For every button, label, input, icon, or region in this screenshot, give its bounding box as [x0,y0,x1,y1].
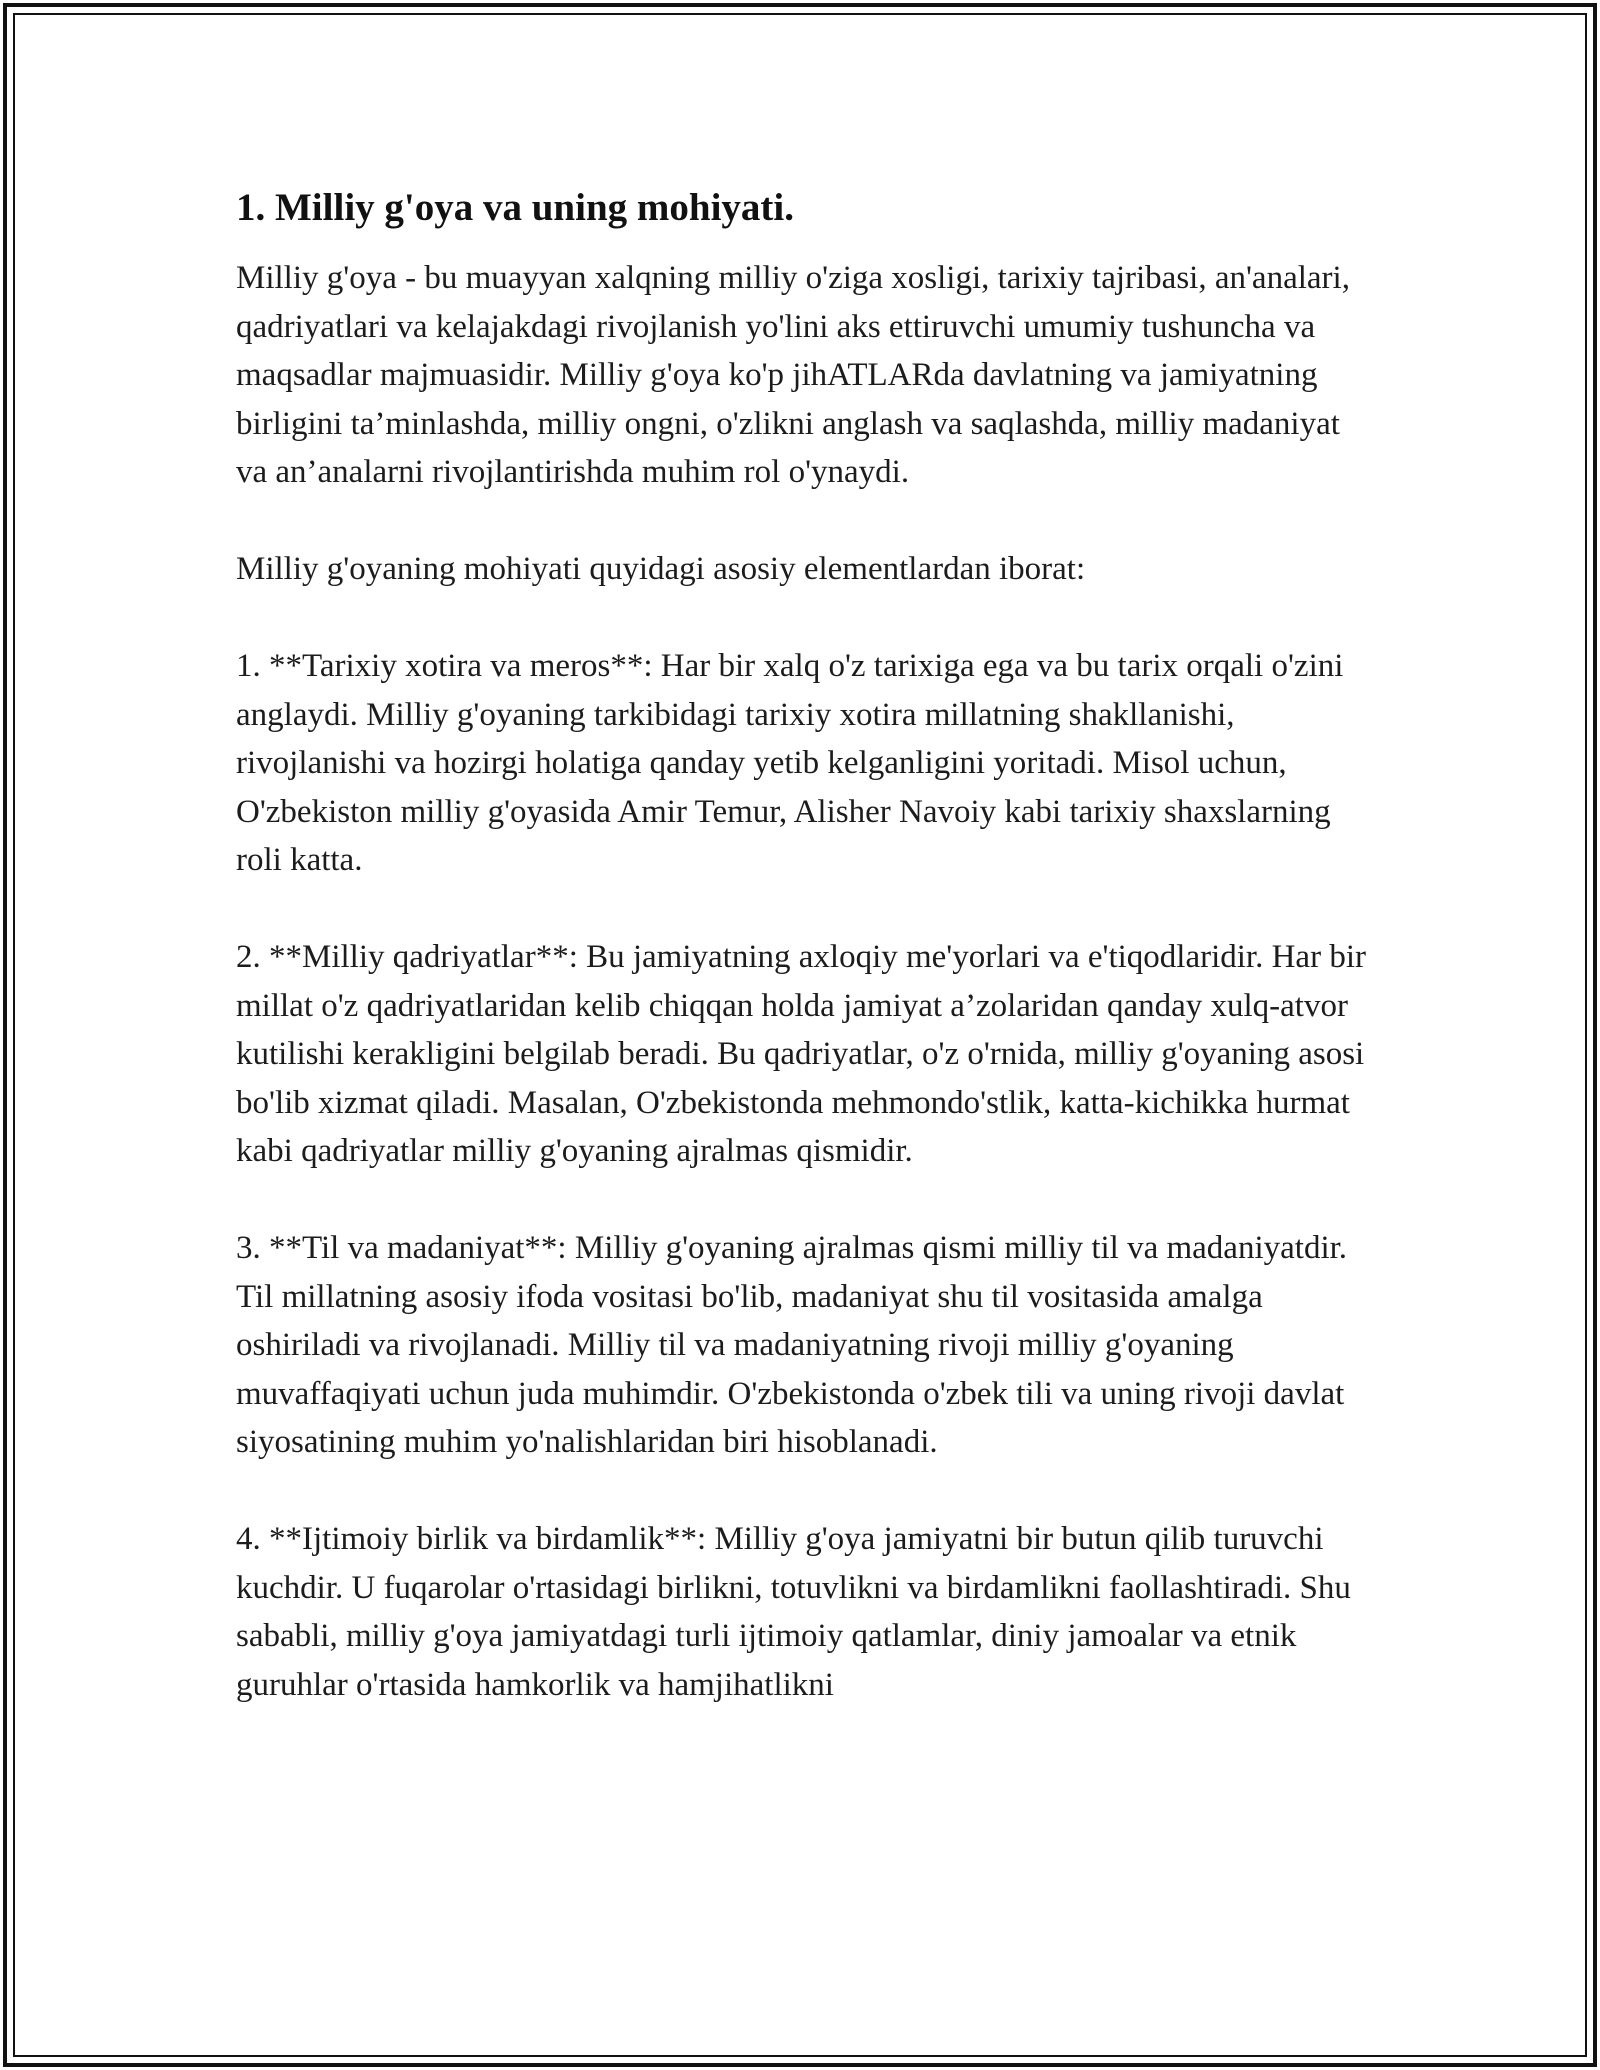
paragraph-item-1: 1. **Tarixiy xotira va meros**: Har bir xalq o'z tarixiga ega va bu tarix orqali o'zini anglaydi. Milliy g'oyaning tarkibidagi tarixiy xotira millatning shakllanishi, rivojlanishi va hozirgi holatiga qanday yetib kelganligini yoritadi. Misol uchun, O'zbekiston milliy g'oyasida Amir Temur, Alisher Navoiy kabi tarixiy shaxslarning roli katta. [236,648,1344,878]
paragraph-definition: Milliy g'oya - bu muayyan xalqning milliy o'ziga xosligi, tarixiy tajribasi, an'analari, qadriyatlari va kelajakdagi rivojlanish yo'lini aks ettiruvchi umumiy tushuncha va maqsadlar majmuasidir. Milliy g'oya ko'p jihATLARda davlatning va jamiyatning birligini ta’minlashda, milliy ongni, o'zlikni anglash va saqlashda, milliy madaniyat va an’analarni rivojlantirishda muhim rol o'ynaydi. [236,260,1350,490]
paragraph-item-2: 2. **Milliy qadriyatlar**: Bu jamiyatning axloqiy me'yorlari va e'tiqodlaridir. Har bir millat o'z qadriyatlaridan kelib chiqqan holda jamiyat a’zolaridan qanday xulq-atvor kutilishi kerakligini belgilab beradi. Bu qadriyatlar, o'z o'rnida, milliy g'oyaning asosi bo'lib xizmat qiladi. Masalan, O'zbekistonda mehmondo'stlik, katta-kichikka hurmat kabi qadriyatlar milliy g'oyaning ajralmas qismidir. [236,939,1366,1169]
paragraph-item-4: 4. **Ijtimoiy birlik va birdamlik**: Milliy g'oya jamiyatni bir butun qilib turuvchi kuchdir. U fuqarolar o'rtasidagi birlikni, totuvlikni va birdamlikni faollashtiradi. Shu sababli, milliy g'oya jamiyatdagi turli ijtimoiy qatlamlar, diniy jamoalar va etnik guruhlar o'rtasida hamkorlik va hamjihatlikni [236,1521,1351,1703]
paragraph-item-3: 3. **Til va madaniyat**: Milliy g'oyaning ajralmas qismi milliy til va madaniyatdir. Til millatning asosiy ifoda vositasi bo'lib, madaniyat shu til vositasida amalga oshiriladi va rivojlanadi. Milliy til va madaniyatning rivoji milliy g'oyaning muvaffaqiyati uchun juda muhimdir. O'zbekistonda o'zbek tili va uning rivoji davlat siyosatining muhim yo'nalishlaridan biri hisoblanadi. [236,1230,1348,1460]
section-heading: 1. Milliy g'oya va uning mohiyati. [236,186,794,229]
paragraph-intro-list: Milliy g'oyaning mohiyati quyidagi asosiy elementlardan iborat: [236,551,1086,587]
document-body [236,184,1376,1709]
